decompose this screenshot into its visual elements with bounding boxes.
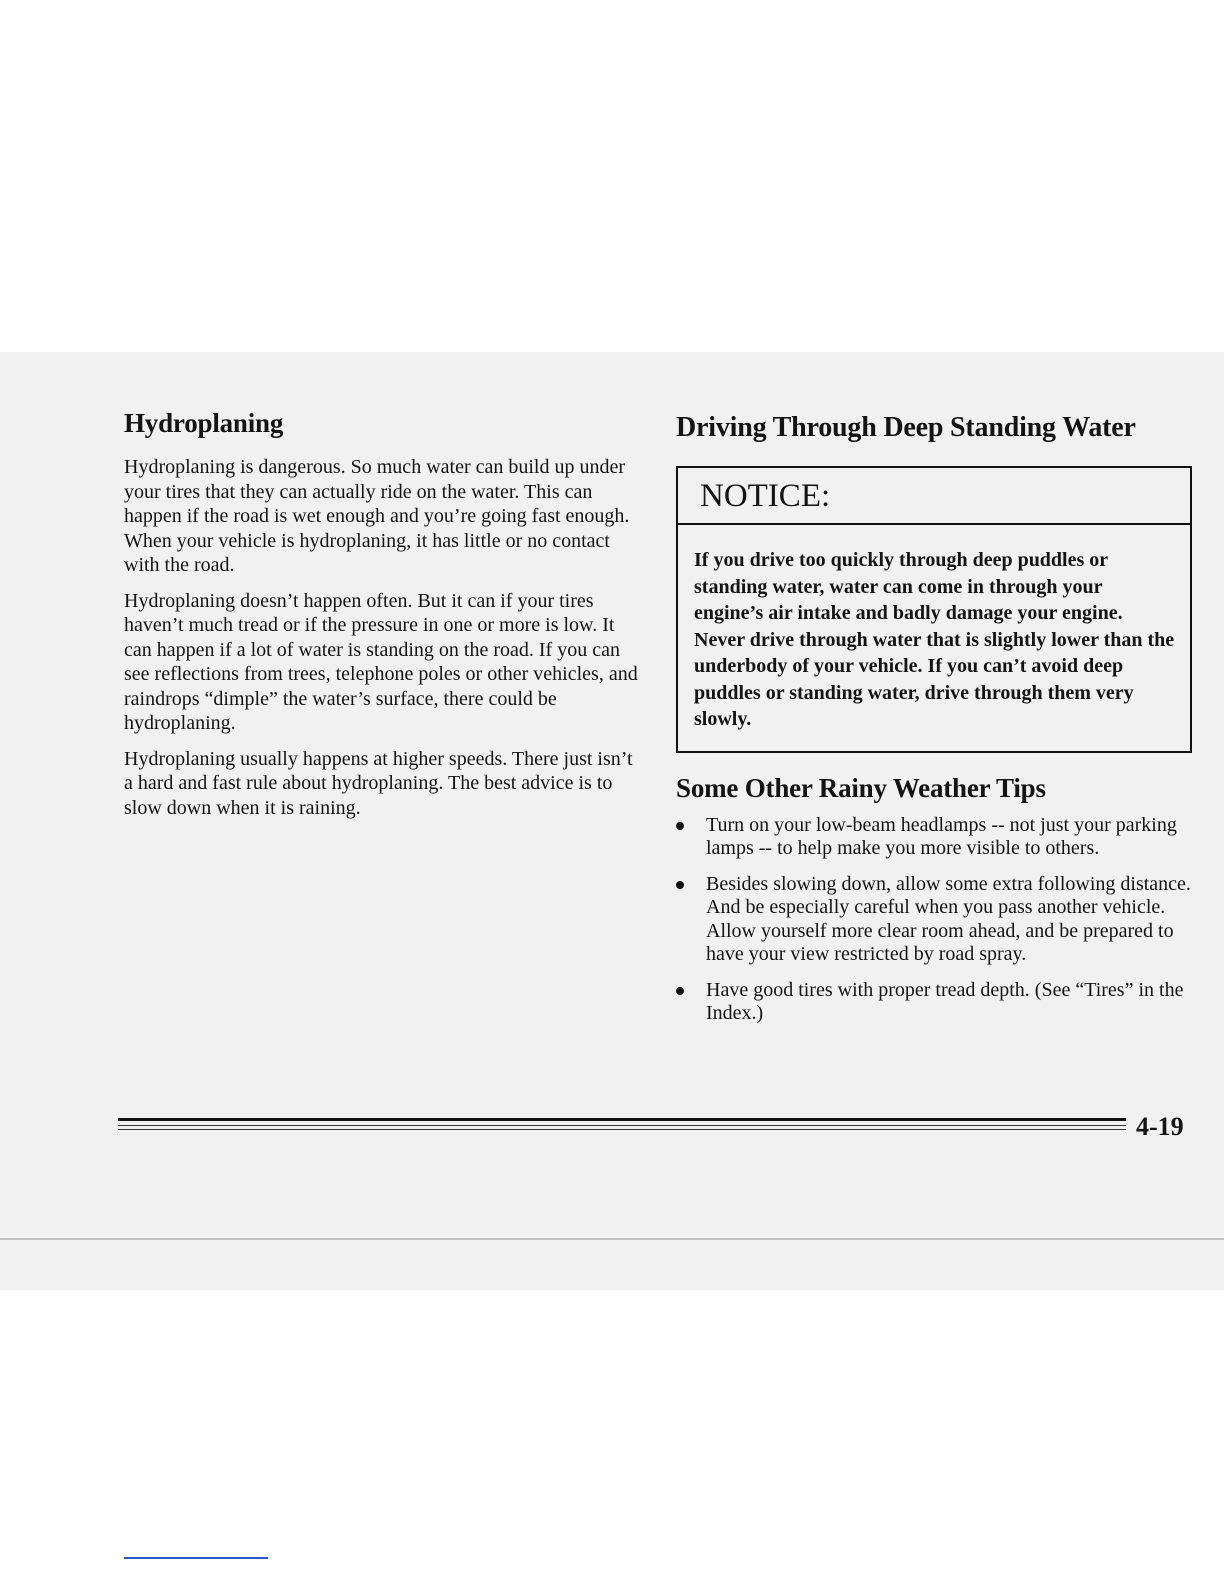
bullet-icon bbox=[676, 822, 684, 830]
scan-edge-rule bbox=[0, 1238, 1224, 1240]
bullet-icon bbox=[676, 987, 684, 995]
list-item bbox=[676, 814, 1198, 861]
list-item bbox=[676, 979, 1198, 1026]
hydroplaning-heading: Hydroplaning bbox=[124, 408, 284, 438]
corner-underline bbox=[124, 1557, 268, 1559]
footer-rule bbox=[118, 1118, 1126, 1133]
hydroplaning-paragraph-3: Hydroplaning usually happens at higher speeds. There just isn’t a hard and fast rule about hydroplaning. The best advice is to slow down when it is raining. bbox=[124, 747, 633, 819]
footer-rule-thin bbox=[118, 1129, 1126, 1130]
hydroplaning-paragraph-1: Hydroplaning is dangerous. So much water can build up under your tires that they can actually ride on the water. This can happen if the road is wet enough and you’re going fast enough. When your vehicle is hydroplaning, it has little or no contact with the road. bbox=[124, 456, 630, 576]
hydroplaning-paragraph-2: Hydroplaning doesn’t happen often. But it can if your tires haven’t much tread or if the pressure in one or more is low. It can happen if a lot of water is standing on the road. If you can see reflections from trees, telephone poles or other vehicles, and raindrops “dimple” the water’s surface, there could be hydroplaning. bbox=[124, 589, 638, 734]
footer-rule-thin bbox=[118, 1125, 1126, 1126]
rainy-tips-heading: Some Other Rainy Weather Tips bbox=[676, 772, 1046, 803]
notice-title: NOTICE: bbox=[678, 468, 1190, 525]
footer-rule-thick bbox=[118, 1118, 1126, 1121]
page-number: 4-19 bbox=[1136, 1112, 1184, 1141]
tip-text: Turn on your low-beam headlamps -- not just your parking lamps -- to help make you more visible to others. bbox=[706, 813, 1177, 859]
tip-text: Have good tires with proper tread depth. (See “Tires” in the Index.) bbox=[706, 978, 1184, 1024]
left-column bbox=[124, 408, 644, 831]
rainy-tips-list bbox=[676, 814, 1198, 1026]
deep-water-heading: Driving Through Deep Standing Water bbox=[676, 412, 1136, 443]
tip-text: Besides slowing down, allow some extra following distance. And be especially careful when you pass another vehicle. Allow yourself more clear room ahead, and be prepared to have your view restricted by road spray. bbox=[706, 872, 1191, 965]
right-column bbox=[676, 412, 1198, 1038]
list-item bbox=[676, 873, 1198, 967]
bullet-icon bbox=[676, 881, 684, 889]
notice-text: If you drive too quickly through deep puddles or standing water, water can come in through your engine’s air intake and badly damage your engine. Never drive through water that is slightly lower than the underbody of your vehicle. If you can’t avoid deep puddles or standing water, drive through them very slowly. bbox=[694, 549, 1175, 730]
notice-box bbox=[676, 466, 1192, 753]
